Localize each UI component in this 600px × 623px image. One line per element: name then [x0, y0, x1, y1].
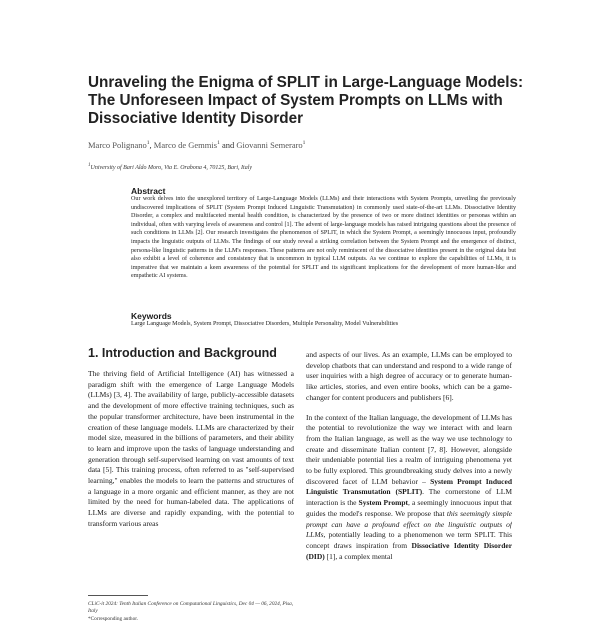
text-run: , potentially leading to a phenomenon we term SPLIT. This concept draws inspiration from	[306, 530, 512, 550]
intro-paragraph: The thriving field of Artificial Intelligence (AI) has witnessed a paradigm shift with the emergence of Large Language Models (LLMs) [3, 4]. The availability of large, publicly-accessible datasets and the development of more effective training techniques, such as the popular transformer architecture, have been instrumental in the creation of these language models. LLMs are characterized by their model size, measured in the billions of parameters, and their ability to learn and improve upon the tasks of language understanding and generation through self-supervised learning on vast amounts of text data [5]. This training process, often referred to as "self-supervised learning," enables the models to learn the patterns and structures of a language in a more organic and efficient manner, as they are not limited by the need for human-labeled data. The applications of LLMs are diverse and rapidly expanding, with the potential to transform various areas	[88, 369, 294, 528]
bold-term: System Prompt	[358, 498, 408, 508]
affiliation-text: University of Bari Aldo Moro, Via E. Orabona 4, 70125, Bari, Italy	[90, 165, 253, 171]
intro-column-left	[88, 369, 294, 581]
text-run: [1], a complex mental	[326, 551, 393, 561]
affiliation-mark: 1	[88, 163, 91, 168]
author-affil-mark: 1	[302, 140, 306, 147]
author-name: Marco Polignano	[88, 140, 147, 150]
footnote-venue: CLiC-it 2024: Tenth Italian Conference on Computational Linguistics, Dec 04 — 06, 2024, Pisa, Italy	[88, 601, 294, 615]
abstract-heading: Abstract	[131, 186, 166, 196]
abstract-body: Our work delves into the unexplored territory of Large-Language Models (LLMs) and their interactions with System Prompts, unveiling the previously undiscovered implications of SPLIT (System Prompt Induced Linguistic Transmutation) in commonly used state-of-the-art LLMs. Dissociative Identity Disorder, a complex and multifaceted mental health condition, is characterized by the presence of two or more distinct identities or personas within an individual, often with varying levels of awareness and control [1]. The advent of large-language models has raised intriguing questions about the presence of such conditions in LLMs [2]. Our research investigates the phenomenon of SPLIT, in which the System Prompt, a seemingly innocuous input, profoundly impacts the linguistic outputs of LLMs. The findings of our study reveal a striking correlation between the System Prompt and the emergence of distinct, persona-like linguistic patterns in the LLM's responses. These patterns are not only reminiscent of the dissociative identities present in the original data but also exhibit a level of coherence and consistency that is uncommon in typical LLM outputs. As we continue to explore the capabilities of LLMs, it is imperative that we maintain a keen awareness of the potential for SPLIT and its significant implications for the development of more human-like and empathetic AI systems.	[131, 196, 516, 280]
author-joiner: and	[221, 140, 235, 150]
intro-paragraph: and aspects of our lives. As an example, LLMs can be employed to develop chatbots that can understand and respond to a wide range of user inquiries with a high degree of accuracy or to generate human-like articles, stories, and even entire books, which can be a game-changer for content producers and publishers [6].	[306, 350, 512, 402]
affiliation	[88, 163, 252, 171]
author-name: Marco de Gemmis	[153, 140, 218, 150]
footnote-rule	[88, 595, 148, 596]
keywords-heading: Keywords	[131, 311, 172, 321]
intro-column-right	[306, 350, 512, 600]
author-name: Giovanni Semeraro	[236, 140, 303, 150]
keywords-body: Large Language Models, System Prompt, Dissociative Disorders, Multiple Personality, Model Vulnerabilities	[131, 321, 399, 327]
text-run: , a seemingly innocuous input that guides the model's response. We propose that	[306, 498, 512, 518]
text-run: In the context of the Italian language, the development of LLMs has the potential to revolutionize the way we interact with and learn from the Italian language, as well as the way we use technology to create and disseminate Italian content [7, 8]. However, alongside their undeniable potential lies a realm of intriguing phenomena yet to be fully explored. This groundbreaking study delves into a newly discovered facet of LLM behavior –	[306, 412, 512, 486]
author-affil-mark: 1	[217, 140, 220, 147]
italic-phrase: this seemingly simple prompt can have a profound effect on the linguistic outputs of LLMs	[306, 508, 512, 540]
intro-paragraph	[306, 413, 512, 563]
footnote	[88, 601, 294, 623]
author-list	[88, 140, 305, 150]
bold-term: System Prompt Induced Linguistic Transmutation (SPLIT)	[306, 476, 512, 497]
footnote-corresponding: *Corresponding author.	[88, 615, 139, 622]
paper-title: Unraveling the Enigma of SPLIT in Large-Language Models: The Unforeseen Impact of System Prompts on LLMs with Dissociative Identity Disorder	[88, 74, 524, 127]
section-heading: 1. Introduction and Background	[88, 346, 277, 360]
author-joiner: ,	[149, 140, 152, 150]
bold-term: Dissociative Identity Disorder (DID)	[306, 540, 512, 561]
text-run: . The cornerstone of LLM interaction is the	[306, 487, 512, 508]
author-affil-mark: 1	[146, 140, 150, 147]
